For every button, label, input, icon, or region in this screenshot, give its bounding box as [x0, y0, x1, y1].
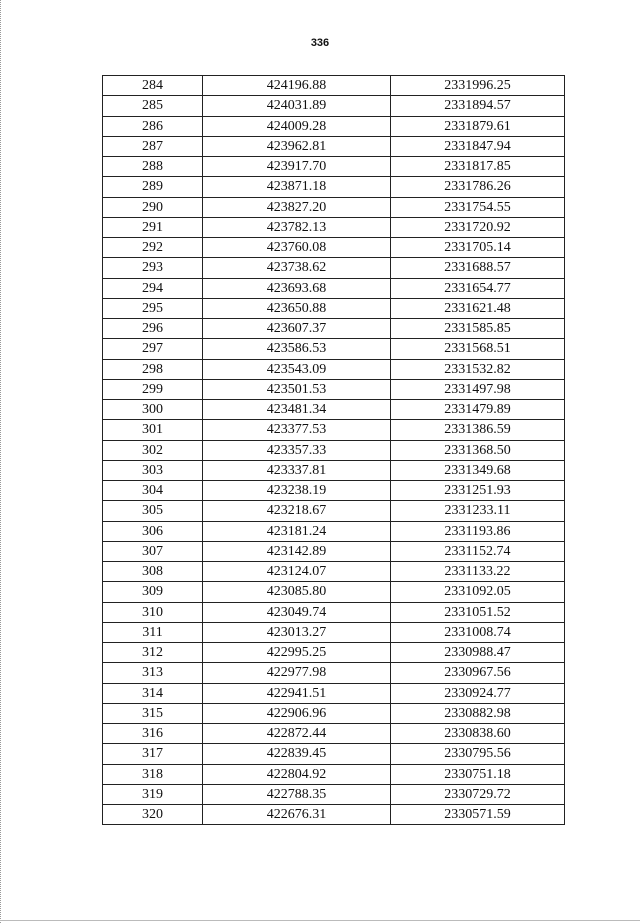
- point-number-cell: 308: [103, 562, 203, 582]
- x-coordinate-cell: 423827.20: [203, 197, 391, 217]
- y-coordinate-cell: 2331497.98: [391, 379, 565, 399]
- point-number-cell: 306: [103, 521, 203, 541]
- table-row: [103, 319, 565, 339]
- y-coordinate-cell: 2330795.56: [391, 744, 565, 764]
- y-coordinate-cell: 2331894.57: [391, 96, 565, 116]
- point-number-cell: 320: [103, 805, 203, 825]
- y-coordinate-cell: 2331008.74: [391, 622, 565, 642]
- table-row: [103, 278, 565, 298]
- x-coordinate-cell: 423218.67: [203, 501, 391, 521]
- y-coordinate-cell: 2330924.77: [391, 683, 565, 703]
- point-number-cell: 298: [103, 359, 203, 379]
- y-coordinate-cell: 2331051.52: [391, 602, 565, 622]
- table-row: [103, 582, 565, 602]
- point-number-cell: 319: [103, 784, 203, 804]
- x-coordinate-cell: 423337.81: [203, 460, 391, 480]
- y-coordinate-cell: 2330988.47: [391, 643, 565, 663]
- x-coordinate-cell: 423738.62: [203, 258, 391, 278]
- point-number-cell: 312: [103, 643, 203, 663]
- point-number-cell: 305: [103, 501, 203, 521]
- table-row: [103, 643, 565, 663]
- point-number-cell: 288: [103, 157, 203, 177]
- table-row: [103, 136, 565, 156]
- point-number-cell: 284: [103, 76, 203, 96]
- table-row: [103, 96, 565, 116]
- x-coordinate-cell: 423607.37: [203, 319, 391, 339]
- point-number-cell: 304: [103, 481, 203, 501]
- table-row: [103, 805, 565, 825]
- table-row: [103, 703, 565, 723]
- table-row: [103, 541, 565, 561]
- point-number-cell: 316: [103, 724, 203, 744]
- y-coordinate-cell: 2331621.48: [391, 298, 565, 318]
- y-coordinate-cell: 2331133.22: [391, 562, 565, 582]
- x-coordinate-cell: 422941.51: [203, 683, 391, 703]
- y-coordinate-cell: 2331847.94: [391, 136, 565, 156]
- table-row: [103, 460, 565, 480]
- point-number-cell: 311: [103, 622, 203, 642]
- table-row: [103, 400, 565, 420]
- y-coordinate-cell: 2330571.59: [391, 805, 565, 825]
- point-number-cell: 310: [103, 602, 203, 622]
- point-number-cell: 303: [103, 460, 203, 480]
- x-coordinate-cell: 423693.68: [203, 278, 391, 298]
- y-coordinate-cell: 2331349.68: [391, 460, 565, 480]
- table-row: [103, 217, 565, 237]
- table-row: [103, 359, 565, 379]
- table-row: [103, 521, 565, 541]
- y-coordinate-cell: 2330967.56: [391, 663, 565, 683]
- coordinate-table: [102, 75, 565, 825]
- table-row: [103, 622, 565, 642]
- y-coordinate-cell: 2331233.11: [391, 501, 565, 521]
- x-coordinate-cell: 424009.28: [203, 116, 391, 136]
- point-number-cell: 302: [103, 440, 203, 460]
- y-coordinate-cell: 2331720.92: [391, 217, 565, 237]
- x-coordinate-cell: 423760.08: [203, 238, 391, 258]
- x-coordinate-cell: 422788.35: [203, 784, 391, 804]
- y-coordinate-cell: 2330751.18: [391, 764, 565, 784]
- x-coordinate-cell: 423013.27: [203, 622, 391, 642]
- x-coordinate-cell: 422839.45: [203, 744, 391, 764]
- y-coordinate-cell: 2331688.57: [391, 258, 565, 278]
- x-coordinate-cell: 423181.24: [203, 521, 391, 541]
- y-coordinate-cell: 2331754.55: [391, 197, 565, 217]
- y-coordinate-cell: 2331654.77: [391, 278, 565, 298]
- x-coordinate-cell: 424031.89: [203, 96, 391, 116]
- x-coordinate-cell: 423917.70: [203, 157, 391, 177]
- table-row: [103, 258, 565, 278]
- table-row: [103, 562, 565, 582]
- x-coordinate-cell: 423124.07: [203, 562, 391, 582]
- y-coordinate-cell: 2331585.85: [391, 319, 565, 339]
- y-coordinate-cell: 2331879.61: [391, 116, 565, 136]
- point-number-cell: 292: [103, 238, 203, 258]
- point-number-cell: 295: [103, 298, 203, 318]
- table-row: [103, 663, 565, 683]
- point-number-cell: 317: [103, 744, 203, 764]
- x-coordinate-cell: 423049.74: [203, 602, 391, 622]
- point-number-cell: 293: [103, 258, 203, 278]
- y-coordinate-cell: 2331786.26: [391, 177, 565, 197]
- point-number-cell: 309: [103, 582, 203, 602]
- table-row: [103, 76, 565, 96]
- page-edge: [0, 0, 3, 923]
- table-row: [103, 197, 565, 217]
- y-coordinate-cell: 2330838.60: [391, 724, 565, 744]
- table-row: [103, 238, 565, 258]
- table-row: [103, 784, 565, 804]
- point-number-cell: 291: [103, 217, 203, 237]
- x-coordinate-cell: 423238.19: [203, 481, 391, 501]
- x-coordinate-cell: 422804.92: [203, 764, 391, 784]
- table-row: [103, 298, 565, 318]
- page-bottom-rule: [0, 920, 640, 921]
- x-coordinate-cell: 423481.34: [203, 400, 391, 420]
- y-coordinate-cell: 2331368.50: [391, 440, 565, 460]
- table-row: [103, 339, 565, 359]
- point-number-cell: 313: [103, 663, 203, 683]
- x-coordinate-cell: 423357.33: [203, 440, 391, 460]
- point-number-cell: 289: [103, 177, 203, 197]
- x-coordinate-cell: 422676.31: [203, 805, 391, 825]
- table-row: [103, 481, 565, 501]
- x-coordinate-cell: 423085.80: [203, 582, 391, 602]
- table-row: [103, 177, 565, 197]
- y-coordinate-cell: 2331705.14: [391, 238, 565, 258]
- x-coordinate-cell: 423377.53: [203, 420, 391, 440]
- point-number-cell: 318: [103, 764, 203, 784]
- table-row: [103, 116, 565, 136]
- table-row: [103, 440, 565, 460]
- table-row: [103, 683, 565, 703]
- y-coordinate-cell: 2331996.25: [391, 76, 565, 96]
- table-row: [103, 379, 565, 399]
- point-number-cell: 287: [103, 136, 203, 156]
- table-row: [103, 501, 565, 521]
- point-number-cell: 286: [103, 116, 203, 136]
- point-number-cell: 301: [103, 420, 203, 440]
- point-number-cell: 299: [103, 379, 203, 399]
- point-number-cell: 297: [103, 339, 203, 359]
- y-coordinate-cell: 2331152.74: [391, 541, 565, 561]
- x-coordinate-cell: 423501.53: [203, 379, 391, 399]
- y-coordinate-cell: 2331817.85: [391, 157, 565, 177]
- y-coordinate-cell: 2331532.82: [391, 359, 565, 379]
- x-coordinate-cell: 423543.09: [203, 359, 391, 379]
- x-coordinate-cell: 423650.88: [203, 298, 391, 318]
- x-coordinate-cell: 422977.98: [203, 663, 391, 683]
- x-coordinate-cell: 423782.13: [203, 217, 391, 237]
- x-coordinate-cell: 424196.88: [203, 76, 391, 96]
- y-coordinate-cell: 2330882.98: [391, 703, 565, 723]
- point-number-cell: 285: [103, 96, 203, 116]
- table-row: [103, 602, 565, 622]
- y-coordinate-cell: 2331386.59: [391, 420, 565, 440]
- table-row: [103, 764, 565, 784]
- point-number-cell: 307: [103, 541, 203, 561]
- x-coordinate-cell: 423142.89: [203, 541, 391, 561]
- point-number-cell: 300: [103, 400, 203, 420]
- table-row: [103, 157, 565, 177]
- y-coordinate-cell: 2331251.93: [391, 481, 565, 501]
- table-row: [103, 420, 565, 440]
- y-coordinate-cell: 2331092.05: [391, 582, 565, 602]
- y-coordinate-cell: 2331193.86: [391, 521, 565, 541]
- x-coordinate-cell: 423962.81: [203, 136, 391, 156]
- x-coordinate-cell: 423871.18: [203, 177, 391, 197]
- y-coordinate-cell: 2331479.89: [391, 400, 565, 420]
- x-coordinate-cell: 422995.25: [203, 643, 391, 663]
- point-number-cell: 314: [103, 683, 203, 703]
- x-coordinate-cell: 423586.53: [203, 339, 391, 359]
- y-coordinate-cell: 2331568.51: [391, 339, 565, 359]
- y-coordinate-cell: 2330729.72: [391, 784, 565, 804]
- table-row: [103, 744, 565, 764]
- point-number-cell: 315: [103, 703, 203, 723]
- page-number: 336: [310, 37, 330, 49]
- coordinate-table-body: [103, 76, 565, 825]
- point-number-cell: 294: [103, 278, 203, 298]
- table-row: [103, 724, 565, 744]
- x-coordinate-cell: 422906.96: [203, 703, 391, 723]
- point-number-cell: 290: [103, 197, 203, 217]
- x-coordinate-cell: 422872.44: [203, 724, 391, 744]
- point-number-cell: 296: [103, 319, 203, 339]
